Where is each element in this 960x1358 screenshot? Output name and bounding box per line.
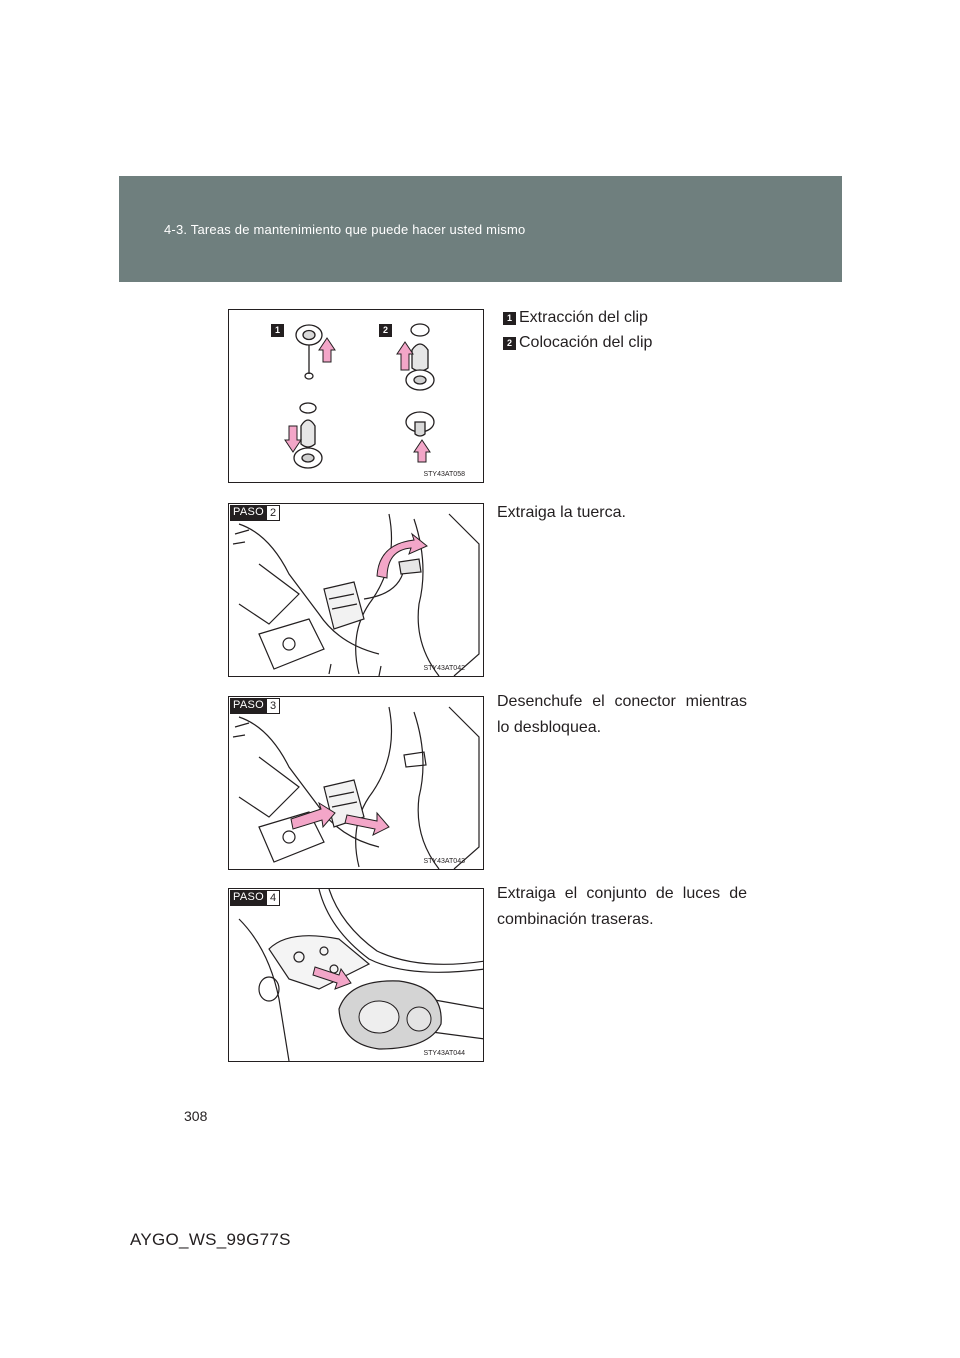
page-number: 308 <box>184 1108 208 1124</box>
figure-code: STY43AT042 <box>423 665 465 672</box>
figure-code: STY43AT043 <box>423 858 465 865</box>
clip-illustration <box>229 310 484 483</box>
nut-removal-illustration <box>229 504 484 677</box>
section-title: 4-3. Tareas de mantenimiento que puede hacer usted mismo <box>164 222 526 237</box>
legend-item-1 <box>503 309 648 327</box>
document-code: AYGO_WS_99G77S <box>130 1230 291 1249</box>
legend-badge-1: 1 <box>503 312 516 325</box>
step-3-text: Desenchufe el conector mientras lo desbloquea. <box>497 693 747 736</box>
step-2-text: Extraiga la tuerca. <box>497 504 626 521</box>
paso-number: 4 <box>267 890 280 906</box>
section-header-band <box>119 176 842 282</box>
legend-label-1: Extracción del clip <box>519 309 648 326</box>
paso-number: 2 <box>267 505 280 521</box>
clip-badge-2: 2 <box>379 324 392 337</box>
clip-badge-1: 1 <box>271 324 284 337</box>
connector-illustration <box>229 697 484 870</box>
step-3-figure <box>228 696 484 870</box>
step-4-text: Extraiga el conjunto de luces de combinación traseras. <box>497 885 747 928</box>
figure-code: STY43AT044 <box>423 1050 465 1057</box>
paso-word: PASO <box>230 698 267 714</box>
paso-word: PASO <box>230 505 267 521</box>
step-2-figure <box>228 503 484 677</box>
step-4-badge <box>230 890 280 906</box>
paso-number: 3 <box>267 698 280 714</box>
legend-badge-2: 2 <box>503 337 516 350</box>
step-2-badge <box>230 505 280 521</box>
figure-code: STY43AT058 <box>423 471 465 478</box>
step-3-badge <box>230 698 280 714</box>
paso-word: PASO <box>230 890 267 906</box>
step-4-figure <box>228 888 484 1062</box>
clip-figure <box>228 309 484 483</box>
legend-label-2: Colocación del clip <box>519 334 653 351</box>
rear-light-illustration <box>229 889 484 1062</box>
legend-item-2 <box>503 334 652 352</box>
